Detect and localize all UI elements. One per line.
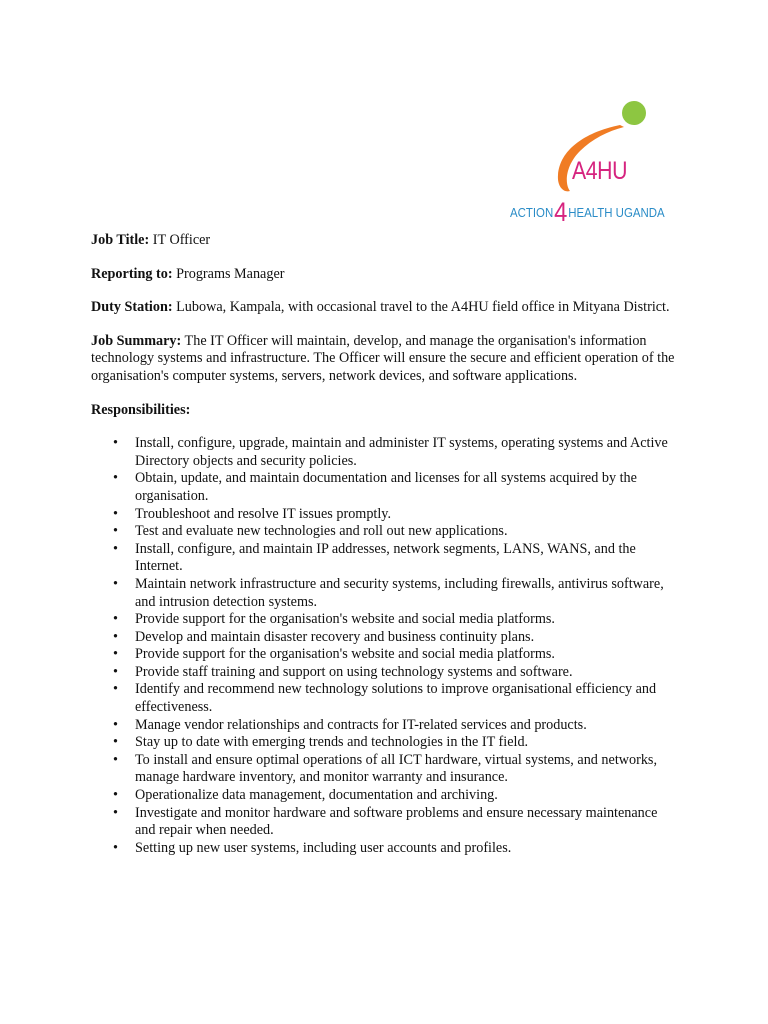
list-item (91, 717, 681, 735)
responsibility-text: Test and evaluate new technologies and roll out new applications. (135, 523, 508, 540)
job-summary-field (91, 333, 681, 386)
job-description (91, 232, 681, 857)
responsibility-text: Install, configure, upgrade, maintain and administer IT systems, operating systems and Active Directory objects and security policies. (135, 435, 668, 469)
field-value: Programs Manager (172, 265, 285, 282)
bullet-icon: • (113, 839, 118, 856)
logo-tag-health: HEALTH UGANDA (568, 205, 665, 220)
logo-tag-action: ACTION (510, 205, 554, 220)
list-item (91, 805, 681, 840)
bullet-icon: • (113, 628, 118, 645)
bullet-icon: • (113, 611, 118, 628)
responsibility-text: Investigate and monitor hardware and software problems and ensure necessary maintenance and repair when needed. (135, 804, 658, 839)
responsibility-text: Obtain, update, and maintain documentation and licenses for all systems acquired by the organisation. (135, 470, 637, 504)
bullet-icon: • (113, 505, 118, 522)
bullet-icon: • (113, 804, 118, 821)
field-value: IT Officer (149, 232, 211, 248)
bullet-icon: • (113, 734, 118, 751)
field-label: Job Title: (91, 232, 150, 248)
list-item (91, 734, 681, 752)
responsibility-text: Setting up new user systems, including user accounts and profiles. (135, 839, 512, 856)
field-label: Reporting to: (91, 265, 173, 282)
a4hu-logo (500, 95, 690, 225)
bullet-icon: • (113, 663, 118, 680)
field-label: Job Summary: (91, 332, 182, 349)
responsibility-text: Install, configure, and maintain IP addresses, network segments, LANS, WANS, and the Internet. (135, 540, 636, 575)
list-item (91, 506, 681, 524)
field-label: Duty Station: (91, 299, 173, 316)
bullet-icon: • (113, 435, 118, 452)
bullet-icon: • (113, 470, 118, 487)
job-title-field (91, 232, 681, 250)
list-item (91, 664, 681, 682)
list-item (91, 787, 681, 805)
bullet-icon: • (113, 523, 118, 540)
list-item (91, 840, 681, 858)
logo-tagline (510, 193, 665, 227)
list-item (91, 752, 681, 787)
bullet-icon: • (113, 575, 118, 592)
field-value: Lubowa, Kampala, with occasional travel to the A4HU field office in Mityana District. (172, 299, 670, 316)
bullet-icon: • (113, 540, 118, 557)
list-item (91, 646, 681, 664)
list-item (91, 629, 681, 647)
responsibility-text: Operationalize data management, documentation and archiving. (135, 787, 498, 804)
bullet-icon: • (113, 751, 118, 768)
responsibility-text: Troubleshoot and resolve IT issues promptly. (135, 505, 392, 522)
responsibility-text: Provide support for the organisation's website and social media platforms. (135, 646, 555, 663)
responsibility-text: Manage vendor relationships and contracts for IT-related services and products. (135, 716, 587, 733)
list-item (91, 611, 681, 629)
responsibility-text: Develop and maintain disaster recovery and business continuity plans. (135, 628, 535, 645)
list-item (91, 435, 681, 470)
bullet-icon: • (113, 646, 118, 663)
list-item (91, 470, 681, 505)
duty-station-field (91, 299, 681, 317)
bullet-icon: • (113, 681, 118, 698)
responsibility-text: To install and ensure optimal operations of all ICT hardware, virtual systems, and networks, manage hardware inventory, and monitor warranty and insurance. (135, 751, 657, 786)
reporting-to-field (91, 266, 681, 284)
responsibility-text: Maintain network infrastructure and security systems, including firewalls, antivirus software, and intrusion detection systems. (135, 575, 664, 610)
responsibility-text: Provide support for the organisation's website and social media platforms. (135, 611, 555, 628)
responsibility-text: Identify and recommend new technology solutions to improve organisational efficiency and effectiveness. (135, 681, 657, 716)
logo-wordmark: A4HU (572, 157, 627, 185)
list-item (91, 541, 681, 576)
responsibility-text: Stay up to date with emerging trends and technologies in the IT field. (135, 734, 529, 751)
field-value: The IT Officer will maintain, develop, and manage the organisation's information technology systems and infrastructure. The Officer will ensure the secure and efficient operation of the organisation's computer systems, servers, network devices, and software applications. (91, 332, 675, 384)
list-item (91, 576, 681, 611)
responsibilities-list (91, 435, 681, 857)
bullet-icon: • (113, 716, 118, 733)
logo-tag-number: 4 (554, 197, 568, 227)
responsibilities-heading: Responsibilities: (91, 401, 191, 418)
list-item (91, 681, 681, 716)
list-item (91, 523, 681, 541)
responsibility-text: Provide staff training and support on using technology systems and software. (135, 663, 573, 680)
bullet-icon: • (113, 787, 118, 804)
